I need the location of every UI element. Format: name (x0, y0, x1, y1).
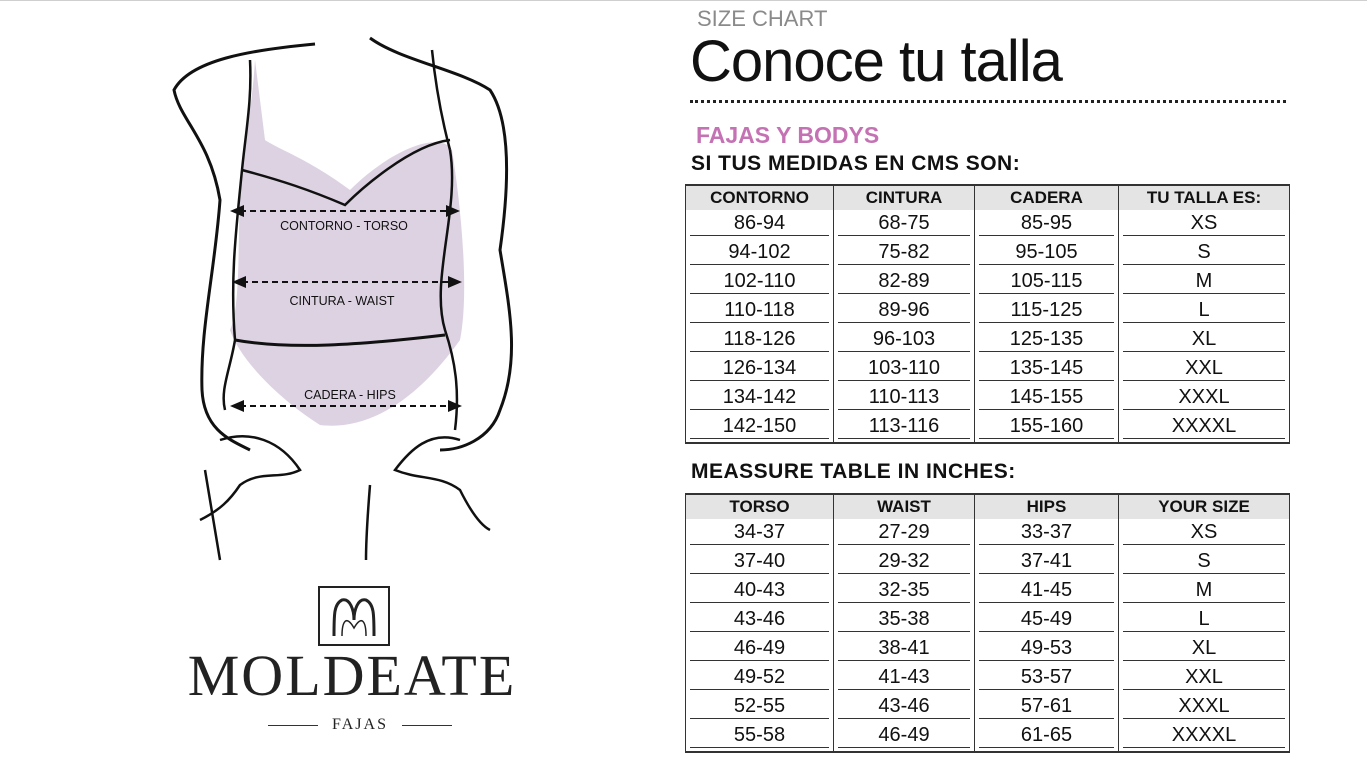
table-cell (834, 519, 975, 548)
cell-value: 115-125 (979, 298, 1114, 323)
column-header: TU TALLA ES: (1119, 185, 1290, 210)
inch-size-table (685, 493, 1290, 753)
table-cell (975, 548, 1119, 577)
cell-value: 96-103 (838, 327, 970, 352)
table-cell (834, 268, 975, 297)
table-cell (686, 548, 834, 577)
cell-value: 55-58 (690, 723, 829, 748)
cell-value: 85-95 (979, 211, 1114, 236)
table-cell (1119, 413, 1290, 443)
table-cell (975, 635, 1119, 664)
table-row (686, 722, 1290, 752)
cell-value: 27-29 (838, 520, 970, 545)
column-header: YOUR SIZE (1119, 494, 1290, 519)
table-cell (1119, 635, 1290, 664)
table-cell (975, 606, 1119, 635)
cell-value: 46-49 (690, 636, 829, 661)
top-border (0, 0, 1367, 1)
table-row (686, 239, 1290, 268)
table-cell (834, 693, 975, 722)
cell-value: 43-46 (690, 607, 829, 632)
cell-value: 126-134 (690, 356, 829, 381)
column-header: TORSO (686, 494, 834, 519)
table-cell (975, 268, 1119, 297)
right-strap (432, 50, 450, 150)
table-row (686, 606, 1290, 635)
table-cell (975, 210, 1119, 239)
cell-value: 94-102 (690, 240, 829, 265)
cell-value: 82-89 (838, 269, 970, 294)
cell-value: 86-94 (690, 211, 829, 236)
table-cell (1119, 326, 1290, 355)
table-cell (834, 664, 975, 693)
table-cell (1119, 384, 1290, 413)
garment-shape (230, 60, 464, 426)
table-cell (686, 384, 834, 413)
table-cell (1119, 606, 1290, 635)
cell-value: L (1123, 607, 1285, 632)
cell-value: 95-105 (979, 240, 1114, 265)
cell-value: 53-57 (979, 665, 1114, 690)
table-row (686, 268, 1290, 297)
cell-value: 43-46 (838, 694, 970, 719)
torso-label: CONTORNO - TORSO (280, 219, 408, 233)
table-cell (975, 722, 1119, 752)
table-cell (686, 693, 834, 722)
table-cell (834, 635, 975, 664)
table-cell (686, 326, 834, 355)
cm-size-table (685, 184, 1290, 444)
cell-value: S (1123, 549, 1285, 574)
cell-value: M (1123, 578, 1285, 603)
cm-table-heading: SI TUS MEDIDAS EN CMS SON: (691, 152, 1021, 175)
table-cell (975, 519, 1119, 548)
table-cell (686, 210, 834, 239)
cell-value: 52-55 (690, 694, 829, 719)
table-cell (834, 326, 975, 355)
table-cell (1119, 722, 1290, 752)
cell-value: 41-45 (979, 578, 1114, 603)
cell-value: 134-142 (690, 385, 829, 410)
inch-table-body (686, 519, 1290, 752)
table-cell (686, 519, 834, 548)
table-cell (834, 577, 975, 606)
table-header-row (686, 185, 1290, 210)
leg-lines (205, 470, 370, 560)
table-cell (975, 384, 1119, 413)
table-cell (975, 297, 1119, 326)
cell-value: 57-61 (979, 694, 1114, 719)
cell-value: 41-43 (838, 665, 970, 690)
cell-value: 110-113 (838, 385, 970, 410)
column-header: CADERA (975, 185, 1119, 210)
cell-value: 29-32 (838, 549, 970, 574)
table-row (686, 355, 1290, 384)
cell-value: 135-145 (979, 356, 1114, 381)
cell-value: 49-53 (979, 636, 1114, 661)
table-cell (1119, 210, 1290, 239)
cell-value: 37-40 (690, 549, 829, 574)
hips-label: CADERA - HIPS (304, 388, 396, 402)
table-cell (686, 268, 834, 297)
cell-value: 125-135 (979, 327, 1114, 352)
body-measurement-illustration (160, 30, 560, 570)
table-cell (1119, 577, 1290, 606)
table-cell (686, 664, 834, 693)
table-cell (834, 606, 975, 635)
logo-monogram-icon (318, 586, 390, 646)
table-cell (834, 210, 975, 239)
table-cell (686, 239, 834, 268)
table-header-row (686, 494, 1290, 519)
waist-label: CINTURA - WAIST (289, 294, 395, 308)
cell-value: 102-110 (690, 269, 829, 294)
table-cell (834, 722, 975, 752)
table-cell (834, 239, 975, 268)
table-row (686, 635, 1290, 664)
cell-value: 45-49 (979, 607, 1114, 632)
section-title: FAJAS Y BODYS (696, 122, 880, 148)
table-row (686, 577, 1290, 606)
table-row (686, 413, 1290, 443)
cell-value: 35-38 (838, 607, 970, 632)
cell-value: 34-37 (690, 520, 829, 545)
table-row (686, 664, 1290, 693)
cell-value: XL (1123, 327, 1285, 352)
brand-name: MOLDEATE (187, 643, 517, 708)
cell-value: XXL (1123, 665, 1285, 690)
table-cell (686, 355, 834, 384)
table-cell (686, 722, 834, 752)
column-header: CONTORNO (686, 185, 834, 210)
table-cell (834, 413, 975, 443)
table-row (686, 548, 1290, 577)
cell-value: 113-116 (838, 414, 970, 439)
cell-value: XXL (1123, 356, 1285, 381)
cell-value: 49-52 (690, 665, 829, 690)
column-header: CINTURA (834, 185, 975, 210)
cell-value: XS (1123, 211, 1285, 236)
cell-value: XXXL (1123, 694, 1285, 719)
cell-value: XS (1123, 520, 1285, 545)
table-cell (975, 664, 1119, 693)
table-cell (834, 548, 975, 577)
table-row (686, 693, 1290, 722)
cell-value: 32-35 (838, 578, 970, 603)
table-row (686, 326, 1290, 355)
table-cell (1119, 693, 1290, 722)
cell-value: 75-82 (838, 240, 970, 265)
table-cell (975, 413, 1119, 443)
cell-value: 155-160 (979, 414, 1114, 439)
brand-subtitle: FAJAS (150, 716, 570, 734)
cell-value: 89-96 (838, 298, 970, 323)
table-row (686, 384, 1290, 413)
table-cell (975, 326, 1119, 355)
cell-value: 142-150 (690, 414, 829, 439)
inch-table-heading: MEASSURE TABLE IN INCHES: (691, 460, 1016, 483)
cell-value: S (1123, 240, 1285, 265)
table-cell (686, 297, 834, 326)
cm-table-body (686, 210, 1290, 443)
cell-value: XXXXL (1123, 723, 1285, 748)
cell-value: 145-155 (979, 385, 1114, 410)
cell-value: 103-110 (838, 356, 970, 381)
brand-logo (150, 582, 570, 742)
cell-value: 110-118 (690, 298, 829, 323)
table-row (686, 519, 1290, 548)
cell-value: 38-41 (838, 636, 970, 661)
table-cell (1119, 355, 1290, 384)
size-chart-kicker: SIZE CHART (697, 6, 828, 31)
cell-value: 68-75 (838, 211, 970, 236)
table-cell (1119, 297, 1290, 326)
table-cell (686, 606, 834, 635)
table-cell (1119, 519, 1290, 548)
cell-value: 33-37 (979, 520, 1114, 545)
table-cell (1119, 239, 1290, 268)
cell-value: XXXXL (1123, 414, 1285, 439)
cell-value: 105-115 (979, 269, 1114, 294)
table-row (686, 297, 1290, 326)
column-header: HIPS (975, 494, 1119, 519)
table-cell (834, 355, 975, 384)
table-cell (975, 693, 1119, 722)
table-cell (834, 297, 975, 326)
cell-value: L (1123, 298, 1285, 323)
table-cell (686, 577, 834, 606)
page-title: Conoce tu talla (690, 29, 1062, 94)
cell-value: 61-65 (979, 723, 1114, 748)
cell-value: XXXL (1123, 385, 1285, 410)
cell-value: 37-41 (979, 549, 1114, 574)
dotted-divider (690, 100, 1286, 103)
table-cell (686, 635, 834, 664)
table-cell (975, 355, 1119, 384)
table-cell (975, 577, 1119, 606)
column-header: WAIST (834, 494, 975, 519)
cell-value: 46-49 (838, 723, 970, 748)
table-cell (975, 239, 1119, 268)
table-cell (1119, 548, 1290, 577)
cell-value: 118-126 (690, 327, 829, 352)
table-row (686, 210, 1290, 239)
table-cell (834, 384, 975, 413)
cell-value: 40-43 (690, 578, 829, 603)
cell-value: XL (1123, 636, 1285, 661)
table-cell (1119, 268, 1290, 297)
table-cell (1119, 664, 1290, 693)
table-cell (686, 413, 834, 443)
cell-value: M (1123, 269, 1285, 294)
